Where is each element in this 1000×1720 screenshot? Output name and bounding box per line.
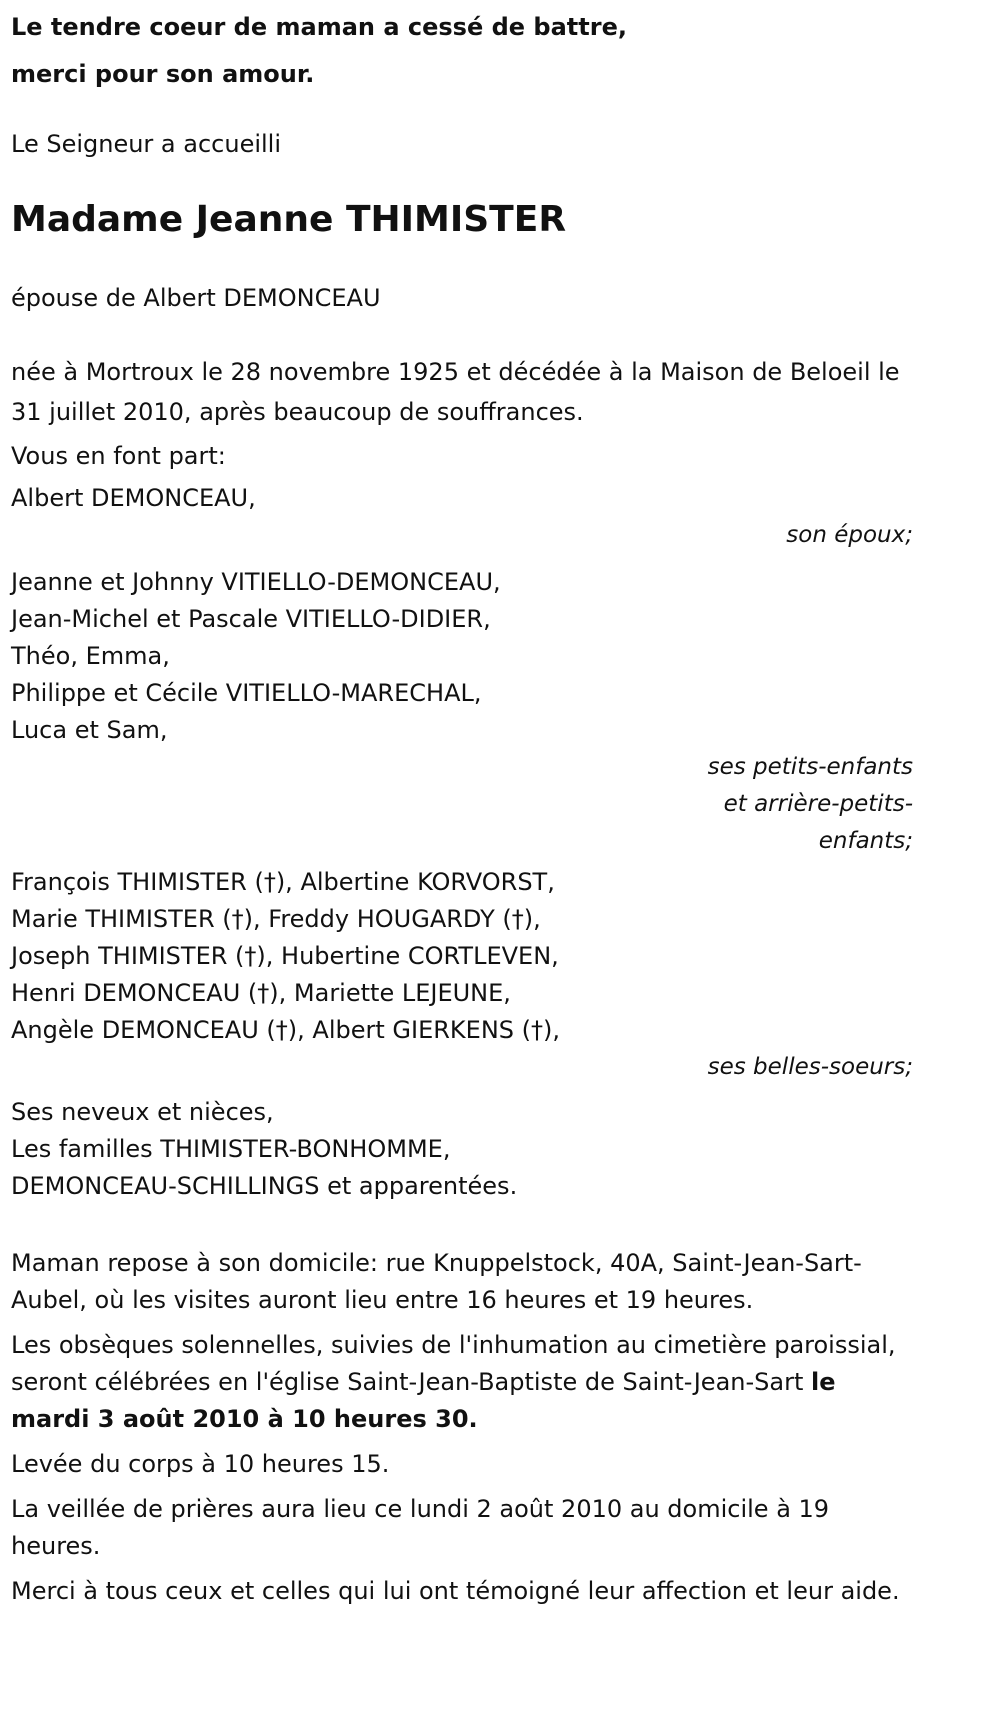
grandchildren-line: Jean-Michel et Pascale VITIELLO-DIDIER, <box>11 605 491 633</box>
funeral-text <box>11 1327 913 1438</box>
header-line-2: merci pour son amour. <box>11 60 315 88</box>
husband-block <box>11 480 913 554</box>
grandchildren-line: Jeanne et Johnny VITIELLO-DEMONCEAU, <box>11 568 501 596</box>
husband-name: Albert DEMONCEAU, <box>11 484 256 512</box>
sisters-in-law-line: Marie THIMISTER (†), Freddy HOUGARDY (†), <box>11 905 541 933</box>
grandchildren-relation-line: et arrière-petits- <box>723 791 913 817</box>
sisters-in-law-line: François THIMISTER (†), Albertine KORVORST, <box>11 868 555 896</box>
visits-text: Maman repose à son domicile: rue Knuppelstock, 40A, Saint-Jean-Sart-Aubel, où les visites auront lieu entre 16 heures et 19 heures. <box>11 1249 862 1314</box>
sisters-in-law-line: Henri DEMONCEAU (†), Mariette LEJEUNE, <box>11 979 511 1007</box>
sisters-in-law-block <box>11 864 913 1086</box>
thanks-text: Merci à tous ceux et celles qui lui ont témoigné leur affection et leur aide. <box>11 1577 900 1605</box>
intro-text: Le Seigneur a accueilli <box>11 130 282 158</box>
family-line: Ses neveux et nièces, <box>11 1098 274 1126</box>
grandchildren-relation <box>693 749 913 860</box>
grandchildren-line: Philippe et Cécile VITIELLO-MARECHAL, <box>11 679 482 707</box>
deceased-name: Madame Jeanne THIMISTER <box>11 199 567 240</box>
sisters-in-law-line: Joseph THIMISTER (†), Hubertine CORTLEVEN, <box>11 942 559 970</box>
husband-relation: son époux; <box>786 522 913 548</box>
grandchildren-line: Théo, Emma, <box>11 642 170 670</box>
funeral-date: le mardi 3 août 2010 à 10 heures 30. <box>11 1368 836 1433</box>
vigil-text: La veillée de prières aura lieu ce lundi 2 août 2010 au domicile à 19 heures. <box>11 1495 830 1560</box>
sisters-in-law-relation: ses belles-soeurs; <box>707 1054 913 1080</box>
spouse-line: épouse de Albert DEMONCEAU <box>11 284 381 312</box>
grandchildren-block <box>11 564 913 860</box>
birth-death-text: née à Mortroux le 28 novembre 1925 et décédée à la Maison de Beloeil le 31 juillet 2010, après beaucoup de souffrances. <box>11 358 900 426</box>
sisters-in-law-line: Angèle DEMONCEAU (†), Albert GIERKENS (†), <box>11 1016 560 1044</box>
grandchildren-relation-line: enfants; <box>818 828 913 854</box>
family-block <box>11 1094 913 1205</box>
family-line: DEMONCEAU-SCHILLINGS et apparentées. <box>11 1172 518 1200</box>
grandchildren-relation-line: ses petits-enfants <box>707 754 913 780</box>
header-line-1: Le tendre coeur de maman a cessé de battre, <box>11 13 627 41</box>
family-line: Les familles THIMISTER-BONHOMME, <box>11 1135 451 1163</box>
body-lift-text: Levée du corps à 10 heures 15. <box>11 1450 390 1478</box>
funeral-main: Les obsèques solennelles, suivies de l'inhumation au cimetière paroissial, seront célébrées en l'église Saint-Jean-Baptiste de Saint-Jean-Sart <box>11 1331 896 1396</box>
grandchildren-line: Luca et Sam, <box>11 716 168 744</box>
announce-text: Vous en font part: <box>11 442 226 470</box>
